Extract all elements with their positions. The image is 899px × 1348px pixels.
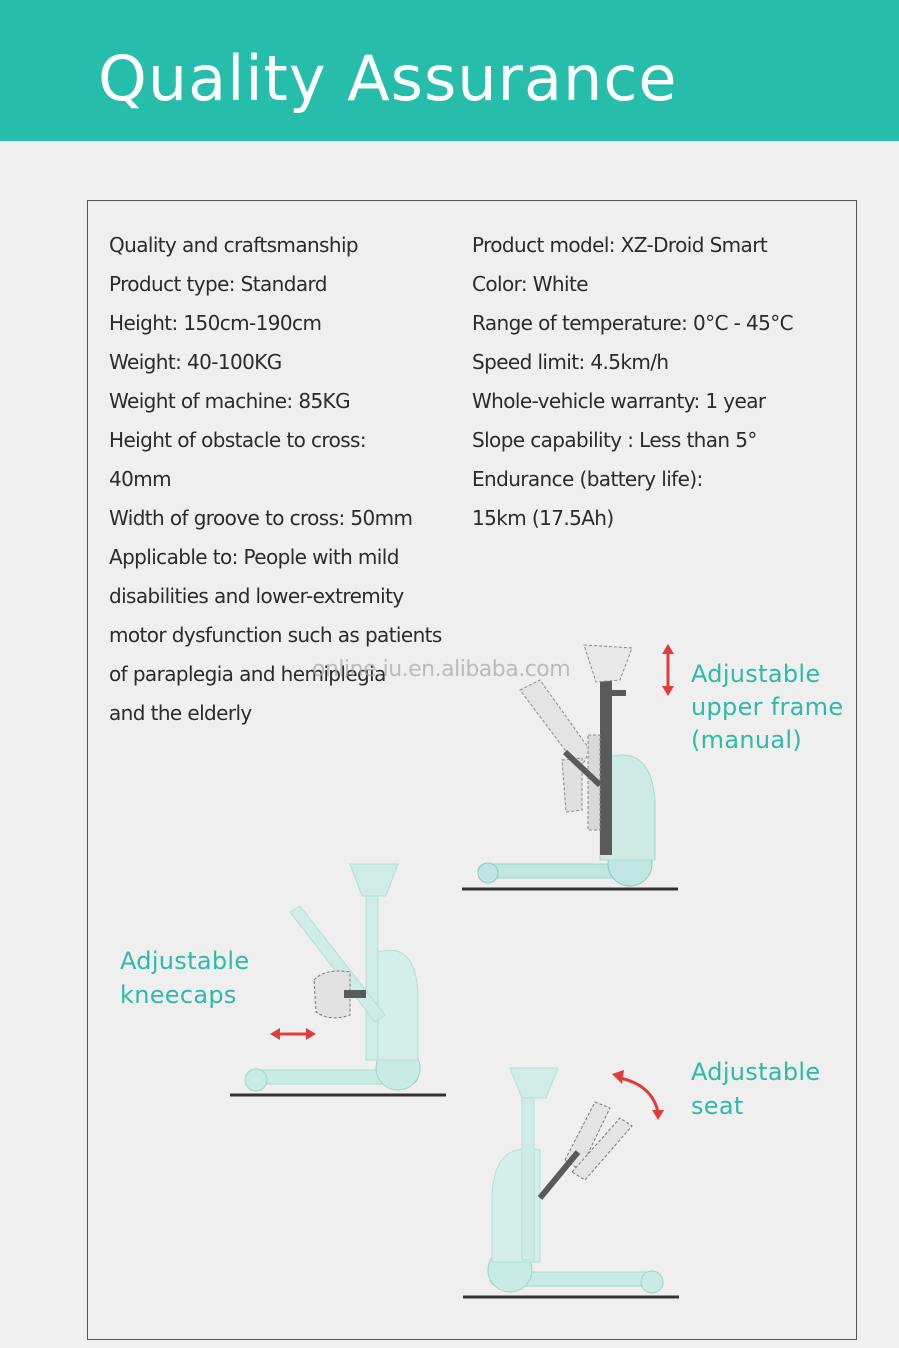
- spec-line: Weight of machine: 85KG: [109, 389, 350, 413]
- spec-line: Height: 150cm-190cm: [109, 311, 322, 335]
- spec-line: Color: White: [472, 272, 588, 296]
- spec-line: Quality and craftsmanship: [109, 233, 358, 257]
- chest-pad: [510, 1068, 558, 1098]
- spec-line: and the elderly: [109, 701, 252, 725]
- watermark: online.iu.en.alibaba.com: [312, 657, 571, 682]
- spec-line: 40mm: [109, 467, 172, 491]
- front-wheel: [245, 1069, 267, 1091]
- spec-line: disabilities and lower-extremity: [109, 584, 404, 608]
- front-wheel: [641, 1271, 663, 1293]
- chest-pad: [584, 645, 632, 682]
- spec-line: Endurance (battery life):: [472, 467, 703, 491]
- page-title: Quality Assurance: [98, 42, 678, 115]
- double-arrow-vertical-icon: [662, 644, 674, 696]
- spec-line: Height of obstacle to cross:: [109, 428, 366, 452]
- spec-line: Whole-vehicle warranty: 1 year: [472, 389, 766, 413]
- spec-line: Slope capability : Less than 5°: [472, 428, 757, 452]
- kneecaps-label: Adjustable kneecaps: [120, 947, 250, 1009]
- spec-line: Range of temperature: 0°C - 45°C: [472, 311, 794, 335]
- seat-device-illustration: [463, 1068, 679, 1297]
- chest-pad: [350, 864, 398, 896]
- seat-arm: [540, 1152, 578, 1198]
- spec-line: Width of groove to cross: 50mm: [109, 506, 413, 530]
- frame-column: [522, 1085, 534, 1260]
- frame-column: [600, 680, 612, 855]
- curved-arrow-icon: [612, 1070, 664, 1120]
- spec-line: Product model: XZ-Droid Smart: [472, 233, 768, 257]
- spec-line: Product type: Standard: [109, 272, 327, 296]
- spec-line: motor dysfunction such as patients: [109, 623, 442, 647]
- upper-frame-label: Adjustable upper frame (manual): [691, 660, 844, 754]
- front-wheel: [478, 863, 498, 883]
- frame-column: [366, 880, 378, 1060]
- upper-frame-ghost: [520, 680, 590, 770]
- spec-line: Weight: 40-100KG: [109, 350, 282, 374]
- kneecaps-device-illustration: [230, 864, 446, 1095]
- spec-line: of paraplegia and hemiplegia: [109, 662, 386, 686]
- spec-line: Applicable to: People with mild: [109, 545, 399, 569]
- seat-label: Adjustable seat: [691, 1058, 821, 1120]
- double-arrow-horizontal-icon: [270, 1028, 316, 1040]
- spec-line: Speed limit: 4.5km/h: [472, 350, 669, 374]
- spec-line: 15km (17.5Ah): [472, 506, 614, 530]
